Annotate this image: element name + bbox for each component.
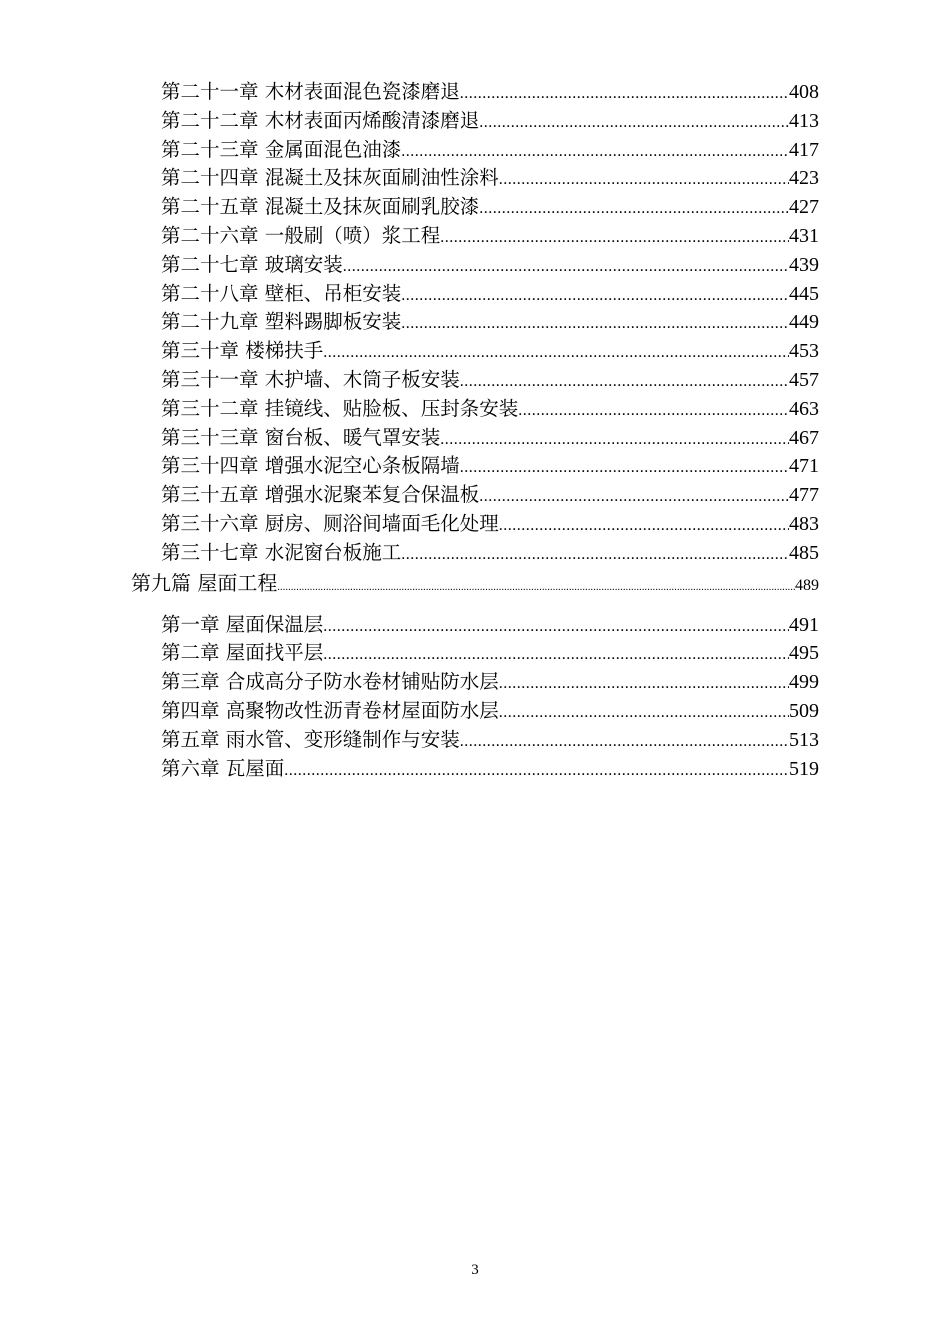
toc-entry-page: 408 bbox=[789, 81, 819, 103]
toc-entry-title: 第三十六章 厨房、厕浴间墙面毛化处理 bbox=[161, 511, 499, 535]
toc-entry-title: 第二十一章 木材表面混色瓷漆磨退 bbox=[161, 80, 460, 103]
toc-entry[interactable] bbox=[0, 395, 819, 424]
toc-entry-title: 第二十二章 木材表面丙烯酸清漆磨退 bbox=[161, 108, 480, 132]
toc-entry-page: 471 bbox=[789, 455, 819, 478]
toc-entry-title: 第六章 瓦屋面 bbox=[161, 756, 285, 780]
dot-leader bbox=[518, 397, 789, 426]
toc-entry-page: 431 bbox=[789, 224, 819, 247]
dot-leader bbox=[460, 368, 789, 397]
toc-entry-page: 427 bbox=[789, 196, 819, 219]
toc-entry[interactable] bbox=[0, 424, 819, 453]
toc-entry[interactable] bbox=[0, 107, 819, 136]
toc-entry-title: 第二十三章 金属面混色油漆 bbox=[161, 137, 402, 161]
toc-entry-page: 413 bbox=[789, 109, 819, 132]
toc-entry-title: 第三十七章 水泥窗台板施工 bbox=[161, 540, 402, 564]
toc-entry-page: 509 bbox=[789, 699, 819, 722]
toc-entry[interactable] bbox=[0, 222, 819, 251]
toc-entry[interactable] bbox=[0, 280, 819, 309]
toc-entry[interactable] bbox=[0, 611, 819, 640]
toc-entry-page: 519 bbox=[789, 757, 819, 780]
toc-entry-title: 第三章 合成高分子防水卷材铺贴防水层 bbox=[161, 670, 499, 694]
toc-entry[interactable] bbox=[0, 78, 819, 107]
toc-entry[interactable] bbox=[0, 639, 819, 668]
dot-leader bbox=[479, 483, 789, 512]
toc-entry[interactable] bbox=[0, 164, 819, 193]
toc-entry[interactable] bbox=[0, 697, 819, 726]
table-of-contents bbox=[0, 78, 950, 783]
dot-leader bbox=[401, 541, 789, 570]
page-number: 3 bbox=[471, 1262, 479, 1278]
toc-entry-page: 439 bbox=[789, 253, 819, 276]
dot-leader bbox=[479, 109, 789, 138]
toc-entry[interactable] bbox=[0, 366, 819, 395]
dot-leader bbox=[499, 670, 789, 699]
dot-leader bbox=[284, 757, 789, 786]
toc-entry-title: 第五章 雨水管、变形缝制作与安装 bbox=[161, 727, 460, 751]
toc-entry-title: 第二十九章 塑料踢脚板安装 bbox=[161, 310, 402, 334]
toc-entry[interactable] bbox=[0, 755, 819, 784]
toc-entry-page: 485 bbox=[789, 541, 819, 564]
dot-leader bbox=[323, 641, 789, 670]
toc-entry[interactable] bbox=[0, 251, 819, 280]
toc-part-page: 489 bbox=[795, 576, 819, 594]
toc-entry-title: 第三十二章 挂镜线、贴脸板、压封条安装 bbox=[161, 396, 519, 420]
dot-leader bbox=[460, 80, 789, 109]
dot-leader bbox=[401, 310, 789, 339]
dot-leader bbox=[323, 613, 789, 642]
toc-entry-page: 457 bbox=[789, 368, 819, 391]
dot-leader bbox=[440, 426, 789, 455]
toc-entry-title: 第二十八章 壁柜、吊柜安装 bbox=[161, 281, 402, 305]
toc-entry-page: 483 bbox=[789, 512, 819, 535]
toc-entry-page: 423 bbox=[789, 167, 819, 190]
toc-entry-page: 449 bbox=[789, 311, 819, 334]
toc-entry-title: 第四章 高聚物改性沥青卷材屋面防水层 bbox=[161, 698, 499, 722]
dot-leader bbox=[440, 224, 789, 253]
toc-entry-page: 453 bbox=[789, 340, 819, 363]
toc-entry[interactable] bbox=[0, 726, 819, 755]
toc-entry-page: 499 bbox=[789, 671, 819, 694]
toc-part-entry[interactable] bbox=[0, 568, 819, 598]
toc-entry-page: 467 bbox=[789, 426, 819, 449]
toc-entry[interactable] bbox=[0, 481, 819, 510]
toc-entry-title: 第一章 屋面保温层 bbox=[161, 612, 324, 636]
toc-entry-title: 第二十七章 玻璃安装 bbox=[161, 252, 343, 276]
toc-entry-title: 第三十一章 木护墙、木筒子板安装 bbox=[161, 367, 460, 391]
toc-entry-title: 第三十五章 增强水泥聚苯复合保温板 bbox=[161, 483, 480, 507]
toc-entry-title: 第二十六章 一般刷（喷）浆工程 bbox=[161, 223, 441, 247]
dot-leader bbox=[401, 138, 789, 167]
dot-leader bbox=[460, 454, 789, 483]
toc-entry-page: 463 bbox=[789, 397, 819, 420]
toc-entry[interactable] bbox=[0, 337, 819, 366]
toc-entry[interactable] bbox=[0, 510, 819, 539]
dot-leader bbox=[479, 195, 789, 224]
dot-leader bbox=[401, 282, 789, 311]
toc-entry[interactable] bbox=[0, 193, 819, 222]
toc-entry-page: 513 bbox=[789, 728, 819, 751]
toc-entry-page: 491 bbox=[789, 613, 819, 636]
toc-entry-title: 第二十五章 混凝土及抹灰面刷乳胶漆 bbox=[161, 195, 480, 219]
toc-entry-page: 477 bbox=[789, 484, 819, 507]
dot-leader bbox=[499, 166, 789, 195]
dot-leader bbox=[460, 728, 789, 757]
toc-entry-page: 495 bbox=[789, 642, 819, 665]
toc-entry-title: 第三十四章 增强水泥空心条板隔墙 bbox=[161, 454, 460, 478]
toc-entry-page: 445 bbox=[789, 282, 819, 305]
toc-entry[interactable] bbox=[0, 136, 819, 165]
toc-entry[interactable] bbox=[0, 668, 819, 697]
toc-entry-title: 第二十四章 混凝土及抹灰面刷油性涂料 bbox=[161, 166, 499, 190]
toc-entry-title: 第三十三章 窗台板、暖气罩安装 bbox=[161, 425, 441, 449]
toc-part-title: 第九篇 屋面工程 bbox=[131, 570, 278, 595]
toc-entry-title: 第二章 屋面找平层 bbox=[161, 641, 324, 665]
toc-entry[interactable] bbox=[0, 452, 819, 481]
dot-leader bbox=[323, 339, 789, 368]
dot-leader bbox=[343, 253, 789, 282]
toc-entry-page: 417 bbox=[789, 138, 819, 161]
dot-leader bbox=[277, 573, 795, 603]
toc-entry[interactable] bbox=[0, 539, 819, 568]
dot-leader bbox=[499, 699, 789, 728]
toc-entry[interactable] bbox=[0, 308, 819, 337]
dot-leader bbox=[499, 512, 789, 541]
toc-entry-title: 第三十章 楼梯扶手 bbox=[161, 339, 324, 363]
